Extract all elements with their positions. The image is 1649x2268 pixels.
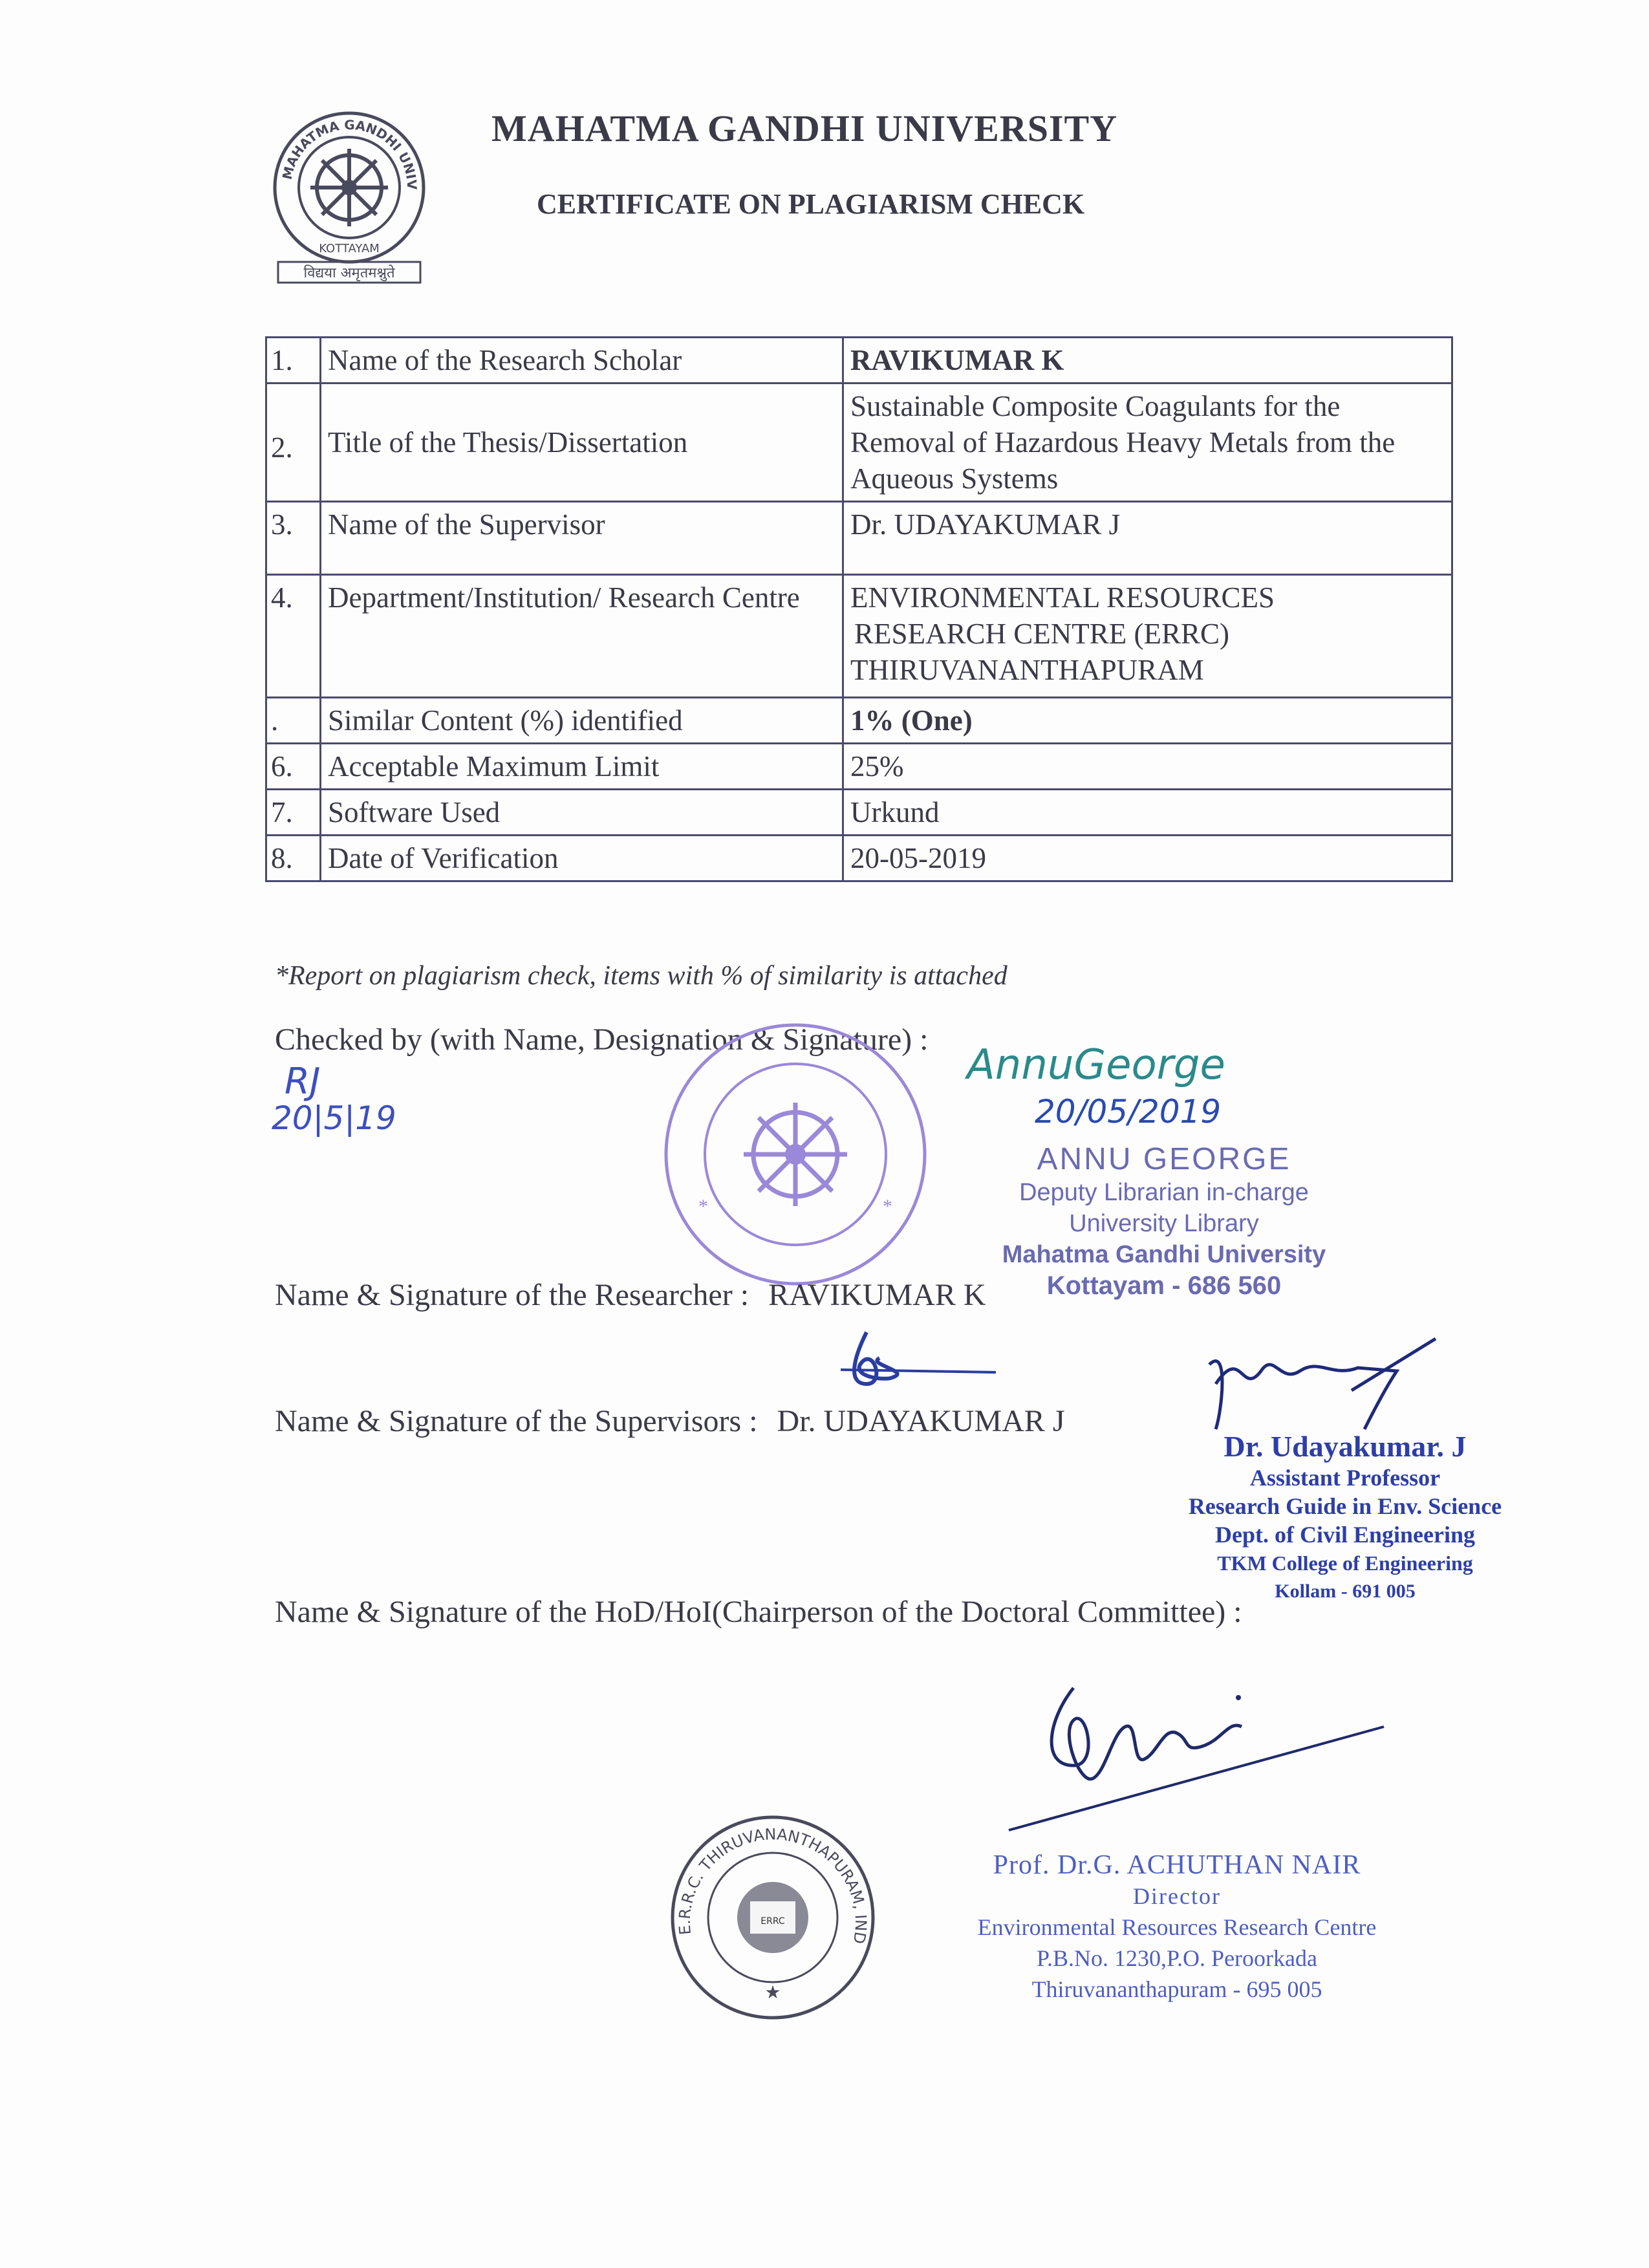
- supervisor-signature: [1203, 1332, 1449, 1436]
- stamp-name: ANNU GEORGE: [1037, 1142, 1291, 1176]
- stamp-line: Environmental Resources Research Centre: [977, 1914, 1377, 1940]
- supervisor-stamp: [1151, 1429, 1539, 1606]
- librarian-signature-date: 20/05/2019: [1035, 1093, 1222, 1130]
- svg-text:विद्यया अमृतमश्नुते: विद्यया अमृतमश्नुते: [303, 265, 395, 281]
- certificate-title: CERTIFICATE ON PLAGIARISM CHECK: [537, 188, 1085, 220]
- researcher-name: RAVIKUMAR K: [768, 1278, 986, 1312]
- stamp-line: Mahatma Gandhi University: [1002, 1241, 1326, 1268]
- row-number: 4.: [266, 575, 321, 698]
- thesis-title: Sustainable Composite Coagulants for the Removal of Hazardous Heavy Metals from the Aqueous Systems: [843, 383, 1452, 502]
- librarian-stamp: [964, 1141, 1364, 1301]
- table-row: [266, 502, 1452, 575]
- supervisors-line: [275, 1403, 1065, 1439]
- row-label: Name of the Research Scholar: [321, 338, 843, 383]
- row-label: Name of the Supervisor: [321, 502, 843, 575]
- row-number: 3.: [266, 502, 321, 575]
- stamp-line: Dept. of Civil Engineering: [1215, 1522, 1475, 1548]
- supervisor-name-line: Dr. UDAYAKUMAR J: [777, 1404, 1065, 1438]
- svg-text:ERRC: ERRC: [760, 1916, 785, 1927]
- similarity-value: 1% (One): [843, 698, 1452, 744]
- stamp-line: Deputy Librarian in-charge: [1019, 1179, 1309, 1206]
- department-line: ENVIRONMENTAL RESOURCES: [850, 581, 1275, 614]
- researcher-label: Name & Signature of the Researcher :: [275, 1278, 749, 1312]
- row-label: Department/Institution/ Research Centre: [321, 575, 843, 698]
- stamp-name: Dr. Udayakumar. J: [1223, 1430, 1467, 1463]
- researcher-line: [275, 1277, 986, 1313]
- software-value: Urkund: [843, 790, 1452, 836]
- director-stamp: [944, 1850, 1410, 2005]
- stamp-line: Kollam - 691 005: [1275, 1581, 1416, 1602]
- svg-text:*: *: [883, 1196, 892, 1217]
- row-number: 2.: [266, 383, 321, 502]
- supervisors-label: Name & Signature of the Supervisors :: [275, 1404, 758, 1438]
- verification-date: 20-05-2019: [843, 836, 1452, 881]
- svg-text:★: ★: [764, 1983, 781, 2003]
- svg-text:MAHATMA GANDHI UNIVERSITY: MAHATMA GANDHI UNIV: [279, 116, 420, 190]
- table-row: [266, 744, 1452, 790]
- checked-by-label: Checked by (with Name, Designation & Signature) :: [275, 1022, 929, 1057]
- details-table: [265, 336, 1453, 882]
- report-note: *Report on plagiarism check, items with % of similarity is attached: [275, 961, 1008, 991]
- hod-label: Name & Signature of the HoD/HoI(Chairperson of the Doctoral Committee) :: [275, 1595, 1242, 1629]
- row-label: Date of Verification: [321, 836, 843, 881]
- table-row: [266, 836, 1452, 881]
- stamp-line: Research Guide in Env. Science: [1188, 1493, 1502, 1519]
- checker-initials: RJ: [285, 1061, 321, 1103]
- row-number: 6.: [266, 744, 321, 790]
- university-name: MAHATMA GANDHI UNIVERSITY: [491, 107, 1118, 149]
- stamp-line: Director: [1133, 1883, 1221, 1909]
- svg-text:*: *: [698, 1196, 708, 1217]
- max-limit-value: 25%: [843, 744, 1452, 790]
- librarian-signature: AnnuGeorge: [967, 1041, 1225, 1089]
- department-line: THIRUVANANTHAPURAM: [850, 654, 1204, 686]
- stamp-line: P.B.No. 1230,P.O. Peroorkada: [1036, 1945, 1317, 1971]
- row-label: Software Used: [321, 790, 843, 836]
- table-row: [266, 383, 1452, 502]
- row-label: Acceptable Maximum Limit: [321, 744, 843, 790]
- table-row: [266, 698, 1452, 744]
- row-number: 7.: [266, 790, 321, 836]
- stamp-line: Assistant Professor: [1249, 1465, 1441, 1491]
- svg-text:E.R.R.C. THIRUVANANTHAPURAM, I: E.R.R.C. THIRUVANANTHAPURAM, IND: [675, 1825, 870, 1945]
- department-line: RESEARCH CENTRE (ERRC): [854, 618, 1230, 650]
- errc-seal: [666, 1811, 879, 2024]
- researcher-signature: [828, 1319, 1009, 1397]
- table-row: [266, 338, 1452, 383]
- stamp-line: Thiruvananthapuram - 695 005: [1031, 1976, 1322, 2002]
- hod-signature: [996, 1669, 1397, 1837]
- row-label: Similar Content (%) identified: [321, 698, 843, 744]
- row-number: 8.: [266, 836, 321, 881]
- department-value: [843, 575, 1452, 698]
- library-seal: [660, 1019, 931, 1290]
- stamp-name: Prof. Dr.G. ACHUTHAN NAIR: [993, 1850, 1361, 1880]
- stamp-line: Kottayam - 686 560: [1046, 1271, 1282, 1300]
- svg-text:KOTTAYAM: KOTTAYAM: [319, 242, 380, 255]
- university-logo: [265, 107, 433, 288]
- table-row: [266, 575, 1452, 698]
- supervisor-name: Dr. UDAYAKUMAR J: [843, 502, 1452, 575]
- scholar-name: RAVIKUMAR K: [843, 338, 1452, 383]
- row-label: Title of the Thesis/Dissertation: [321, 383, 843, 502]
- row-number: 1.: [266, 338, 321, 383]
- row-number: .: [266, 698, 321, 744]
- checker-initials-date: 20|5|19: [272, 1099, 396, 1137]
- stamp-line: TKM College of Engineering: [1217, 1551, 1473, 1575]
- table-row: [266, 790, 1452, 836]
- stamp-line: University Library: [1069, 1210, 1259, 1237]
